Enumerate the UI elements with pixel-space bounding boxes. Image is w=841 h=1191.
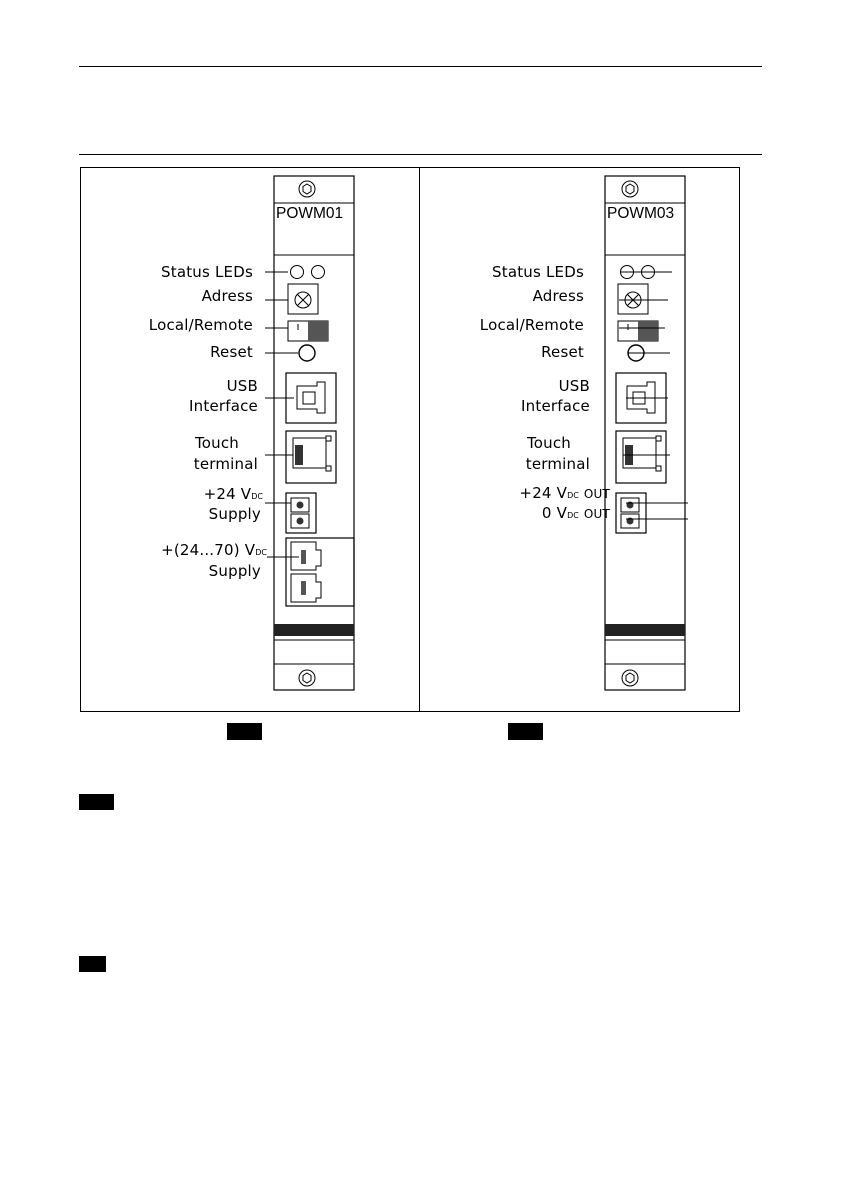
supply-24-70v-prefix: +(24...70) V — [161, 541, 256, 559]
touch-label-line2: terminal — [193, 455, 258, 473]
supply-24-70v-subscript: DC — [255, 548, 267, 557]
touch-label-line1: Touch — [526, 434, 571, 452]
section-marker-1 — [79, 794, 114, 810]
usb-label-line1: USB — [558, 377, 590, 395]
reset-label: Reset — [210, 343, 253, 361]
left-panel-powm01 — [81, 168, 411, 711]
touch-label-line2: terminal — [525, 455, 590, 473]
out-0v-label — [542, 504, 610, 525]
reset-label: Reset — [541, 343, 584, 361]
out-24v-label — [519, 484, 610, 505]
address-label: Adress — [201, 287, 253, 305]
supply-24v-label-line2: Supply — [208, 505, 261, 523]
out-24v-prefix: +24 V — [519, 484, 568, 502]
right-panel-powm03 — [420, 168, 750, 711]
module-front-panel-figure — [80, 167, 740, 712]
out-0v-suffix: OUT — [583, 507, 610, 521]
out-0v-prefix: 0 V — [541, 504, 568, 522]
header-rule-top — [79, 66, 762, 67]
supply-24v-subscript: DC — [251, 492, 263, 501]
touch-label-line1: Touch — [194, 434, 239, 452]
status-leds-label: Status LEDs — [161, 263, 253, 281]
module-name-label: POWM01 — [276, 205, 344, 222]
local-remote-label: Local/Remote — [148, 316, 253, 334]
supply-24v-prefix: +24 V — [203, 485, 252, 503]
powm01-drawing — [81, 168, 411, 711]
supply-24v-label — [204, 485, 263, 506]
out-0v-subscript: DC — [567, 511, 579, 520]
usb-label-line2: Interface — [521, 397, 590, 415]
out-24v-subscript: DC — [567, 491, 579, 500]
powm03-drawing — [420, 168, 750, 711]
usb-label-line2: Interface — [189, 397, 258, 415]
section-marker-2 — [79, 956, 106, 972]
supply-24-70v-label-line2: Supply — [208, 562, 261, 580]
status-leds-label: Status LEDs — [492, 263, 584, 281]
supply-24-70v-label — [161, 541, 267, 562]
module-name-label: POWM03 — [607, 205, 675, 222]
header-rule-bottom — [79, 154, 762, 155]
caption-marker-left — [227, 723, 262, 740]
usb-label-line1: USB — [226, 377, 258, 395]
out-24v-suffix: OUT — [583, 487, 610, 501]
local-remote-label: Local/Remote — [479, 316, 584, 334]
address-label: Adress — [532, 287, 584, 305]
caption-marker-right — [508, 723, 543, 740]
